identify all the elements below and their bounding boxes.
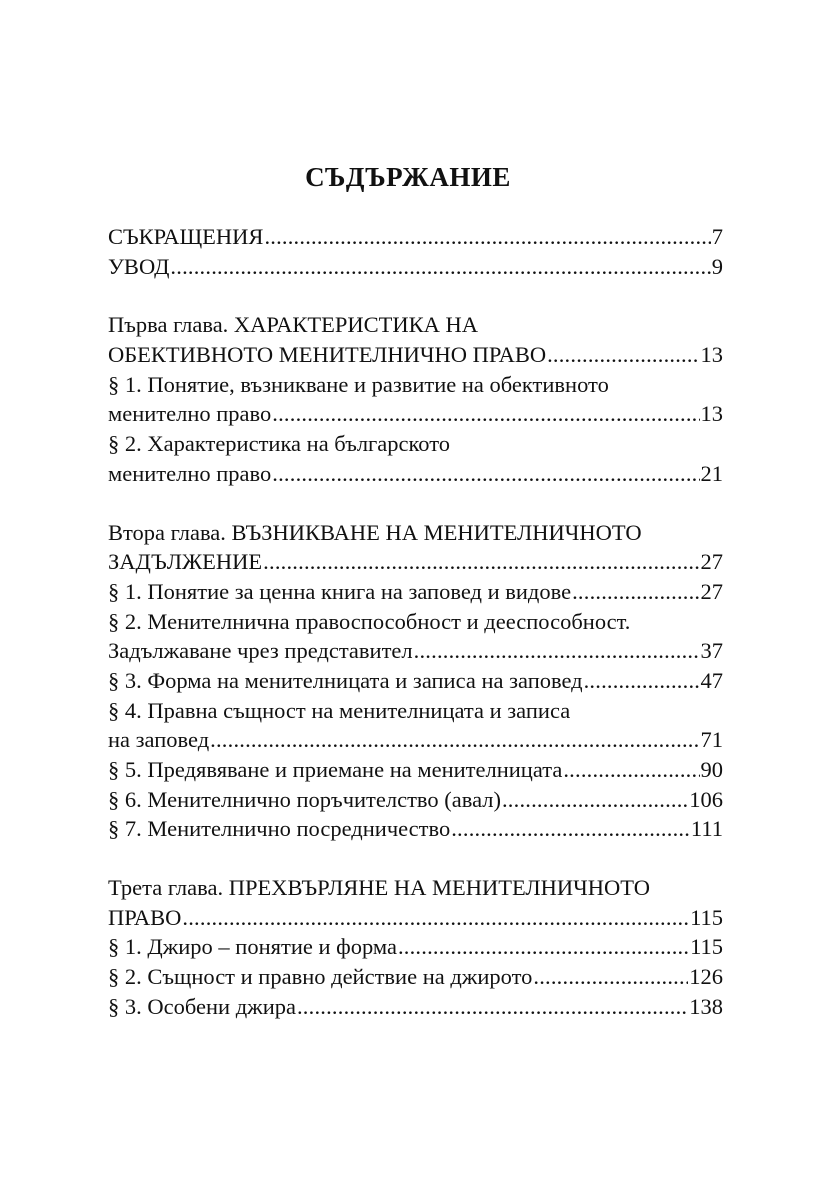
toc-entry — [108, 903, 723, 933]
dot-leader — [502, 785, 688, 815]
toc-entry-label: § 1. Понятие за ценна книга на заповед и видове — [108, 578, 572, 604]
toc-entry-label: § 2. Менителнична правоспособност и дееспособност. — [108, 608, 631, 634]
toc-entry — [108, 399, 723, 429]
toc-entry-label: § 6. Менителнично поръчителство (авал) — [108, 786, 501, 812]
toc-entry-page-number: 138 — [689, 993, 723, 1019]
toc-entry-label: § 2. Характеристика на българското — [108, 431, 451, 457]
toc-entry-page-number: 126 — [689, 964, 723, 990]
dot-leader — [572, 577, 699, 607]
toc-section — [108, 873, 723, 1021]
dot-leader — [414, 636, 700, 666]
toc-entry-label: § 3. Форма на менителницата и записа на заповед — [108, 667, 583, 693]
dot-leader — [563, 755, 699, 785]
toc-entry-label: § 1. Джиро – понятие и форма — [108, 934, 397, 960]
toc-entry-page-number: 115 — [690, 904, 723, 930]
toc-entry-label: ПРАВО — [108, 904, 182, 930]
toc-entry-page-number: 13 — [700, 342, 723, 368]
toc-entry — [108, 873, 723, 903]
toc-entry — [108, 932, 723, 962]
toc-entry-label: Трета глава. ПРЕХВЪРЛЯНЕ НА МЕНИТЕЛНИЧНОТО — [108, 875, 650, 901]
dot-leader — [451, 814, 690, 844]
toc-entry-page-number: 9 — [711, 253, 723, 279]
dot-leader — [272, 399, 699, 429]
toc-entry — [108, 252, 723, 282]
dot-leader — [398, 932, 689, 962]
dot-leader — [264, 222, 710, 252]
toc-entry-page-number: 27 — [700, 549, 723, 575]
dot-leader — [263, 547, 699, 577]
toc-entry-page-number: 90 — [700, 757, 723, 782]
page-title: СЪДЪРЖАНИЕ — [305, 162, 511, 192]
toc-entry-label: ЗАДЪЛЖЕНИЕ — [108, 549, 263, 575]
toc-entry-label: Първа глава. ХАРАКТЕРИСТИКА НА — [108, 312, 478, 338]
toc-entry-label: менително право — [108, 460, 272, 486]
toc-entry — [108, 222, 723, 252]
dot-leader — [182, 903, 689, 933]
toc-entry-label: § 1. Понятие, възникване и развитие на обективното — [108, 371, 609, 397]
toc-entry-label: Задължаване чрез представител — [108, 638, 413, 664]
dot-leader — [584, 666, 700, 696]
toc-entry — [108, 547, 723, 577]
toc-entry — [108, 814, 723, 844]
toc-entry-label: § 4. Правна същност на менителницата и записа — [108, 697, 571, 723]
toc-entry-page-number: 7 — [711, 224, 723, 249]
toc-entry-label: ОБЕКТИВНОТО МЕНИТЕЛНИЧНО ПРАВО — [108, 342, 547, 368]
toc-entry-label: Втора глава. ВЪЗНИКВАНЕ НА МЕНИТЕЛНИЧНОТО — [108, 519, 642, 545]
toc-entry-label: § 5. Предявяване и приемане на менителницата — [108, 757, 563, 782]
toc-entry-page-number: 106 — [689, 786, 723, 812]
toc-entry — [108, 429, 723, 459]
toc-entry — [108, 459, 723, 489]
toc-entry — [108, 962, 723, 992]
toc-entry-label: УВОД — [108, 253, 170, 279]
toc-entry-label: § 2. Същност и правно действие на джирото — [108, 964, 533, 990]
toc-entry — [108, 577, 723, 607]
toc-entry-page-number: 115 — [690, 934, 723, 960]
toc-entry — [108, 785, 723, 815]
toc-entry — [108, 518, 723, 548]
dot-leader — [210, 725, 699, 755]
table-of-contents — [108, 222, 723, 1051]
toc-entry-label: СЪКРАЩЕНИЯ — [108, 224, 264, 249]
toc-entry — [108, 310, 723, 340]
toc-section — [108, 310, 723, 488]
toc-entry-label: § 3. Особени джира — [108, 993, 296, 1019]
toc-entry — [108, 696, 723, 726]
toc-entry-page-number: 27 — [700, 578, 723, 604]
toc-entry — [108, 992, 723, 1022]
toc-entry — [108, 666, 723, 696]
toc-entry — [108, 370, 723, 400]
toc-entry-page-number: 21 — [700, 460, 723, 486]
toc-entry — [108, 636, 723, 666]
dot-leader — [170, 252, 710, 282]
toc-entry — [108, 340, 723, 370]
toc-section — [108, 222, 723, 281]
toc-entry-label: § 7. Менителнично посредничество — [108, 816, 451, 842]
dot-leader — [297, 992, 688, 1022]
toc-entry-page-number: 111 — [690, 816, 723, 842]
toc-entry — [108, 755, 723, 785]
toc-entry-label: менително право — [108, 401, 272, 427]
toc-entry-page-number: 13 — [700, 401, 723, 427]
toc-entry-page-number: 47 — [700, 667, 723, 693]
toc-entry — [108, 725, 723, 755]
toc-entry — [108, 607, 723, 637]
toc-entry-label: на заповед — [108, 727, 210, 753]
dot-leader — [272, 459, 699, 489]
toc-section — [108, 518, 723, 845]
toc-entry-page-number: 71 — [700, 727, 723, 753]
dot-leader — [547, 340, 699, 370]
toc-entry-page-number: 37 — [700, 638, 723, 664]
dot-leader — [533, 962, 688, 992]
